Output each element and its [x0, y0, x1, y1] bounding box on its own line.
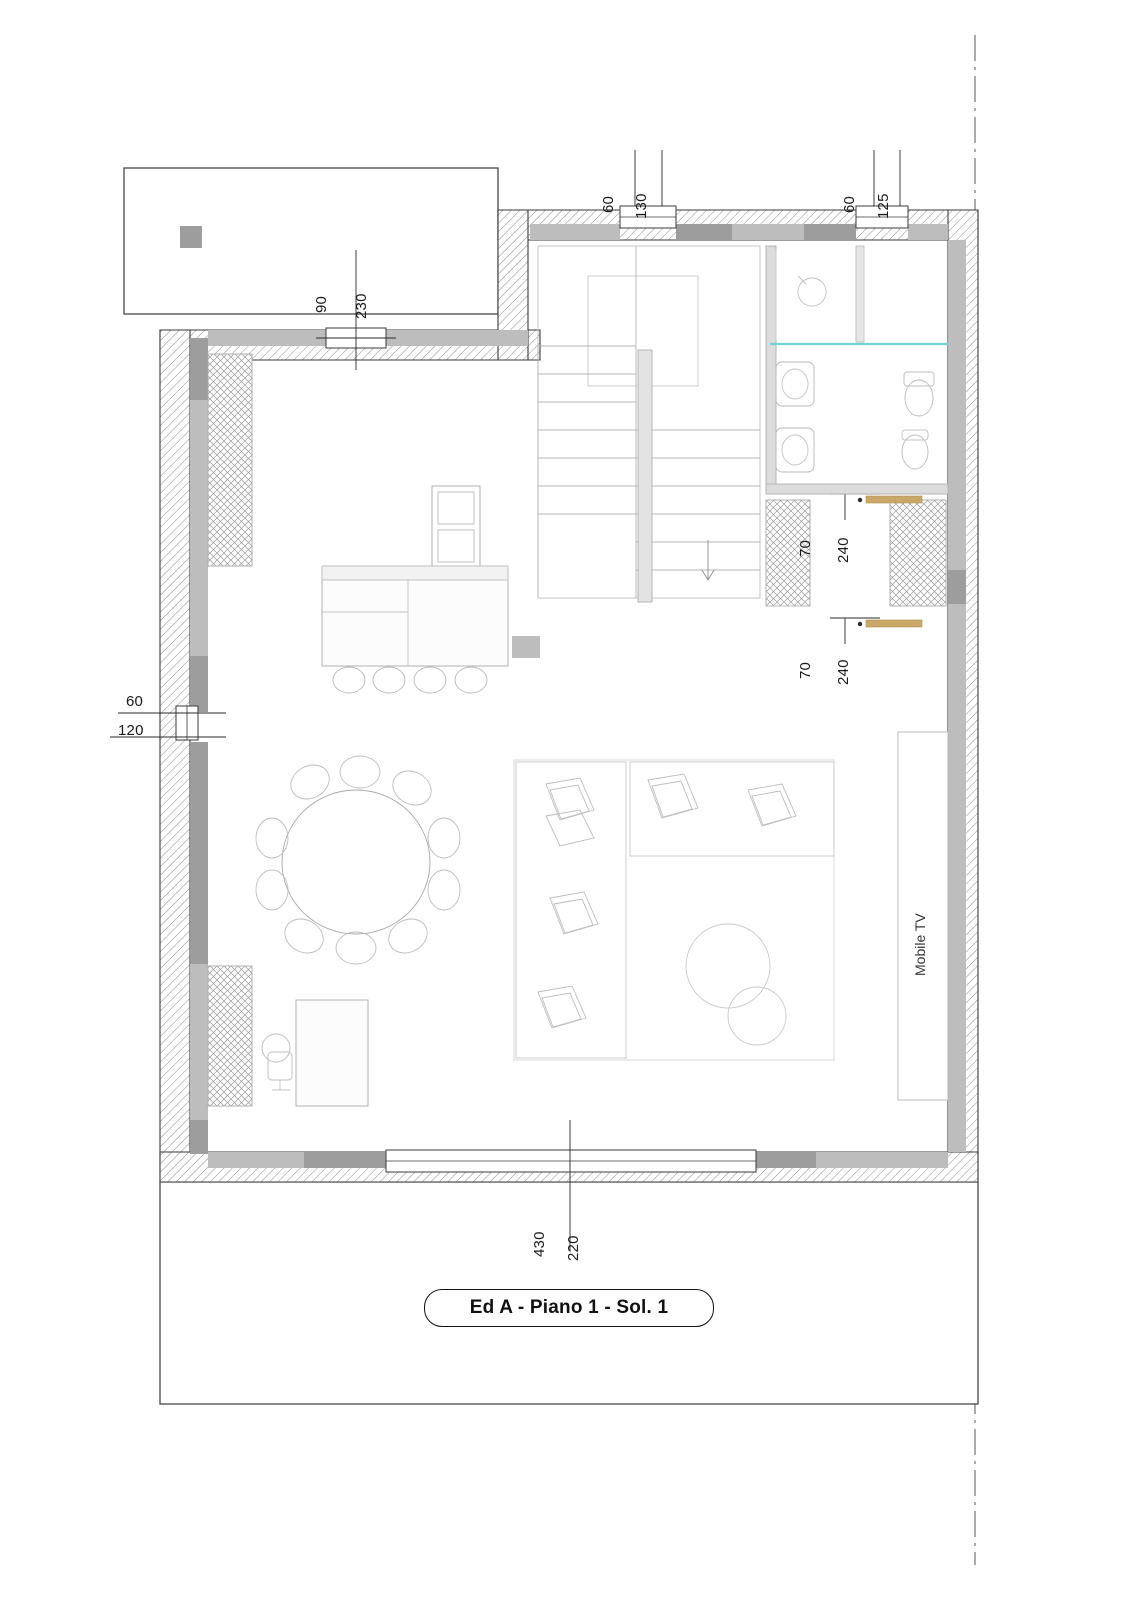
dimension-label-240-lower: 240: [835, 659, 852, 685]
dimension-label-220: 220: [565, 1235, 582, 1261]
plan-title-label: Ed A - Piano 1 - Sol. 1: [424, 1289, 714, 1327]
staircase: [538, 246, 760, 602]
dimension-label-90: 90: [313, 295, 330, 313]
dimension-label-130-top: 130: [633, 193, 650, 219]
dimension-label-70-lower: 70: [797, 661, 814, 679]
dimension-label-60-top-left: 60: [600, 195, 617, 213]
dimension-label-430: 430: [531, 1231, 548, 1257]
dimension-label-230: 230: [353, 293, 370, 319]
terrace-outline-top-left: [124, 168, 498, 314]
dimension-label-240-upper: 240: [835, 537, 852, 563]
desk-workstation: [262, 1000, 368, 1106]
dimension-label-70-upper: 70: [797, 539, 814, 557]
living-area: [514, 760, 834, 1060]
wardrobe-blocks: [208, 354, 946, 1106]
dimension-label-60-left: 60: [126, 693, 144, 710]
dimension-label-125-top: 125: [875, 193, 892, 219]
dimension-label-120-left: 120: [118, 722, 144, 739]
dining-set: [256, 756, 460, 964]
perimeter-walls: [160, 210, 978, 1182]
kitchen: [322, 486, 540, 693]
room-label-mobile-tv: Mobile TV: [912, 913, 928, 976]
bathroom: [766, 246, 948, 494]
dimension-label-60-top-right: 60: [841, 195, 858, 213]
